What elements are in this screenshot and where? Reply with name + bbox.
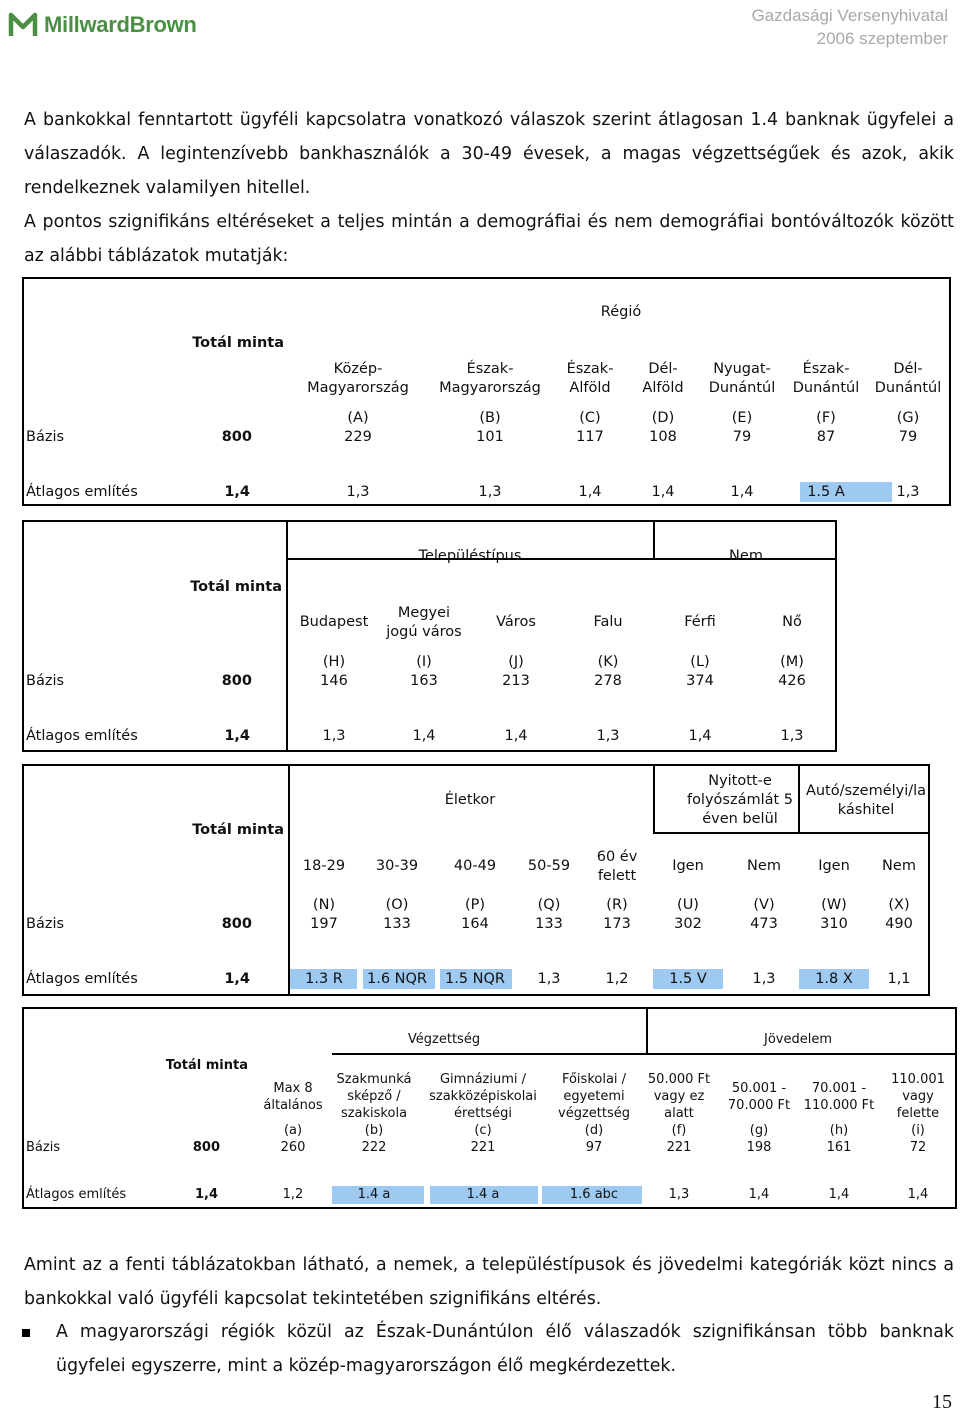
col-header: általános <box>263 1098 323 1113</box>
avg-value: 1.8 X <box>815 971 853 987</box>
base-value: 164 <box>461 916 489 932</box>
col-header: vagy ez <box>653 1089 705 1104</box>
col-code: (d) <box>584 1123 604 1138</box>
col-header: Dél- <box>893 361 923 377</box>
col-header: Dunántúl <box>708 380 776 396</box>
avg-value: 1.5 V <box>669 971 707 987</box>
col-header: Nyugat- <box>713 361 771 377</box>
base-value: 278 <box>594 673 622 689</box>
col-code: (D) <box>651 410 675 426</box>
avg-value: 1,4 <box>688 728 712 744</box>
col-header: 70.001 - <box>811 1081 867 1096</box>
table-education-income <box>22 1007 957 1209</box>
group-header-income: Jövedelem <box>763 1032 833 1047</box>
base-value: 72 <box>909 1140 927 1155</box>
bullet-text: A magyarországi régiók közül az Észak-Dunántúlon élő válaszadók szignifikánsan több banknak ügyfelei egyszerre, mint a közép-magyarországon élő megkérdezettek. <box>56 1322 954 1376</box>
group-header-region: Régió <box>600 304 642 320</box>
base-value: 117 <box>576 429 604 445</box>
row-label-base: Bázis <box>26 1140 61 1155</box>
col-code: (F) <box>816 410 836 426</box>
col-header: szakközépiskolai <box>429 1089 537 1104</box>
base-value: 79 <box>898 429 918 445</box>
col-code: (O) <box>385 897 409 913</box>
group-header-account: éven belül <box>702 811 778 827</box>
base-value: 197 <box>310 916 338 932</box>
col-header: 110.001 <box>891 1072 945 1087</box>
total-sample-header: Totál minta <box>192 822 284 838</box>
row-label-avg: Átlagos említés <box>26 484 138 500</box>
col-header: végzettség <box>558 1106 630 1121</box>
col-code: (G) <box>896 410 920 426</box>
millwardbrown-logo <box>8 10 197 40</box>
group-header-gender: Nem <box>729 548 763 564</box>
col-code: (i) <box>911 1123 925 1138</box>
col-header: Férfi <box>684 614 716 630</box>
base-value: 302 <box>674 916 702 932</box>
intro-paragraph-2: A pontos szignifikáns eltéréseket a teljes mintán a demográfiai és nem demográfiai bontóváltozók között az alábbi táblázatok mutatják: <box>24 212 954 266</box>
base-value: 97 <box>585 1140 603 1155</box>
avg-value: 1.4 a <box>357 1187 391 1202</box>
bullet-square-icon <box>22 1329 30 1337</box>
col-header: Észak- <box>466 361 514 377</box>
column-divider <box>288 766 290 994</box>
total-avg-value: 1,4 <box>194 1187 218 1202</box>
base-value: 161 <box>826 1140 852 1155</box>
col-header: egyetemi <box>563 1089 625 1104</box>
header-org: Gazdasági Versenyhivatal <box>751 6 948 25</box>
base-value: 79 <box>732 429 752 445</box>
col-code: (I) <box>416 654 432 670</box>
col-code: (c) <box>474 1123 492 1138</box>
col-header: Észak- <box>802 361 850 377</box>
col-header: Észak- <box>566 361 614 377</box>
col-code: (B) <box>479 410 501 426</box>
base-value: 222 <box>361 1140 387 1155</box>
col-header: szakiskola <box>340 1106 408 1121</box>
total-avg-value: 1,4 <box>224 728 250 744</box>
col-header: 110.000 Ft <box>803 1098 875 1113</box>
base-value: 374 <box>686 673 714 689</box>
col-header: Max 8 <box>273 1081 313 1096</box>
avg-value: 1.6 abc <box>569 1187 619 1202</box>
mb-logo-icon <box>8 10 38 40</box>
col-header: Igen <box>818 858 850 874</box>
group-divider <box>653 522 655 560</box>
group-header-loan: Autó/személyi/la <box>805 783 927 799</box>
col-header: 60 év <box>596 849 638 865</box>
col-header: Dél- <box>648 361 678 377</box>
avg-value: 1,4 <box>578 484 602 500</box>
col-header: Igen <box>672 858 704 874</box>
base-value: 490 <box>885 916 913 932</box>
col-header: Falu <box>593 614 623 630</box>
logo-text: MillwardBrown <box>44 12 197 37</box>
total-avg-value: 1,4 <box>224 971 250 987</box>
avg-value: 1,4 <box>730 484 754 500</box>
base-value: 173 <box>603 916 631 932</box>
total-sample-header: Totál minta <box>192 335 284 351</box>
col-header: Közép- <box>333 361 383 377</box>
col-code: (a) <box>283 1123 303 1138</box>
row-label-base: Bázis <box>26 429 65 445</box>
col-header: Szakmunká <box>336 1072 412 1087</box>
col-code: (M) <box>780 654 804 670</box>
col-header: jogú város <box>386 624 462 640</box>
col-code: (K) <box>597 654 619 670</box>
total-sample-header: Totál minta <box>190 579 282 595</box>
row-label-base: Bázis <box>26 916 65 932</box>
col-header: felett <box>597 868 637 884</box>
col-header: sképző / <box>347 1089 401 1104</box>
col-code: (P) <box>464 897 486 913</box>
base-value: 229 <box>344 429 372 445</box>
base-value: 163 <box>410 673 438 689</box>
col-header: Főiskolai / <box>561 1072 627 1087</box>
row-label-base: Bázis <box>26 673 65 689</box>
col-header: felette <box>896 1106 940 1121</box>
header-right <box>751 4 948 50</box>
col-header: Alföld <box>642 380 684 396</box>
avg-value: 1.3 R <box>305 971 343 987</box>
total-sample-header: Totál minta <box>165 1058 248 1073</box>
col-header: 40-49 <box>453 858 497 874</box>
group-header-education: Végzettség <box>407 1032 481 1047</box>
avg-value: 1,4 <box>651 484 675 500</box>
group-underline <box>332 1053 957 1055</box>
col-code: (E) <box>731 410 753 426</box>
group-divider <box>798 766 800 834</box>
total-base-value: 800 <box>192 1140 220 1155</box>
avg-value: 1.5 A <box>807 484 845 500</box>
col-code: (C) <box>579 410 601 426</box>
col-code: (Q) <box>537 897 561 913</box>
col-header: 50-59 <box>527 858 571 874</box>
col-code: (V) <box>753 897 775 913</box>
col-code: (U) <box>677 897 699 913</box>
base-value: 146 <box>320 673 348 689</box>
col-code: (h) <box>829 1123 849 1138</box>
avg-value: 1,2 <box>605 971 629 987</box>
base-value: 221 <box>470 1140 496 1155</box>
row-label-avg: Átlagos említés <box>26 728 138 744</box>
base-value: 260 <box>280 1140 306 1155</box>
col-header: Város <box>496 614 536 630</box>
table-region <box>22 277 951 506</box>
group-header-loan: káshitel <box>837 802 895 818</box>
group-underline <box>653 832 930 834</box>
col-code: (H) <box>322 654 346 670</box>
avg-value: 1,4 <box>828 1187 850 1202</box>
avg-value: 1,3 <box>668 1187 690 1202</box>
intro-paragraph-1: A bankokkal fenntartott ügyféli kapcsolatra vonatkozó válaszok szerint átlagosan 1.4 banknak ügyfelei a válaszadók. A legintenzívebb bankhasználók a 30-49 évesek, a magas végzettségűek és azok, akik rendelkeznek valamilyen hitellel. <box>24 110 954 198</box>
base-value: 426 <box>778 673 806 689</box>
row-label-avg: Átlagos említés <box>26 971 138 987</box>
avg-value: 1,4 <box>907 1187 929 1202</box>
col-code: (L) <box>690 654 710 670</box>
base-value: 213 <box>502 673 530 689</box>
column-divider <box>286 522 288 750</box>
page-number: 15 <box>932 1391 952 1413</box>
avg-value: 1,3 <box>478 484 502 500</box>
group-divider <box>653 766 655 834</box>
table-age-account-loan <box>22 764 930 996</box>
outro-paragraph: Amint az a fenti táblázatokban látható, a nemek, a településtípusok és jövedelmi kategóriák közt nincs a bankokkal való ügyféli kapcsolat tekintetében szignifikáns eltérés. <box>24 1255 954 1309</box>
col-header: Nő <box>782 614 802 630</box>
base-value: 87 <box>816 429 836 445</box>
avg-value: 1,1 <box>887 971 911 987</box>
avg-value: 1,4 <box>412 728 436 744</box>
col-header: Dunántúl <box>874 380 942 396</box>
col-header: Budapest <box>299 614 369 630</box>
avg-value: 1,3 <box>346 484 370 500</box>
base-value: 221 <box>666 1140 692 1155</box>
col-header: Megyei <box>397 605 451 621</box>
col-header: alatt <box>664 1106 694 1121</box>
avg-value: 1,3 <box>752 971 776 987</box>
col-header: Gimnáziumi / <box>439 1072 527 1087</box>
avg-value: 1,3 <box>896 484 920 500</box>
col-header: Nem <box>882 858 916 874</box>
col-code: (f) <box>671 1123 687 1138</box>
group-header-settlement: Településtípus <box>418 548 522 564</box>
col-header: 30-39 <box>375 858 419 874</box>
header-date: 2006 szeptember <box>816 29 948 48</box>
avg-value: 1.5 NQR <box>444 971 506 987</box>
avg-value: 1,2 <box>282 1187 304 1202</box>
col-code: (g) <box>749 1123 769 1138</box>
group-header-age: Életkor <box>444 792 496 808</box>
group-header-account: folyószámlát 5 <box>686 792 794 808</box>
col-code: (b) <box>364 1123 384 1138</box>
base-value: 108 <box>649 429 677 445</box>
intro-text <box>24 103 954 273</box>
col-header: 70.000 Ft <box>727 1098 791 1113</box>
group-divider <box>646 1009 648 1055</box>
col-code: (A) <box>347 410 369 426</box>
col-header: 50.001 - <box>731 1081 787 1096</box>
avg-value: 1,4 <box>504 728 528 744</box>
col-code: (N) <box>312 897 336 913</box>
col-code: (R) <box>606 897 628 913</box>
base-value: 198 <box>746 1140 772 1155</box>
col-header: Magyarország <box>439 380 541 396</box>
col-code: (J) <box>508 654 524 670</box>
avg-value: 1,3 <box>596 728 620 744</box>
row-label-avg: Átlagos említés <box>26 1187 127 1202</box>
total-base-value: 800 <box>221 673 252 689</box>
total-avg-value: 1,4 <box>224 484 250 500</box>
base-value: 473 <box>750 916 778 932</box>
col-code: (W) <box>821 897 847 913</box>
col-header: Dunántúl <box>792 380 860 396</box>
col-header: 50.000 Ft <box>647 1072 711 1087</box>
col-header: vagy <box>902 1089 934 1104</box>
avg-value: 1,3 <box>537 971 561 987</box>
col-code: (X) <box>888 897 910 913</box>
group-header-account: Nyitott-e <box>708 773 772 789</box>
base-value: 133 <box>535 916 563 932</box>
base-value: 133 <box>383 916 411 932</box>
col-header: Alföld <box>569 380 611 396</box>
avg-value: 1.6 NQR <box>366 971 428 987</box>
avg-value: 1,3 <box>780 728 804 744</box>
col-header: érettségi <box>454 1106 512 1121</box>
total-base-value: 800 <box>221 916 252 932</box>
avg-value: 1,4 <box>748 1187 770 1202</box>
col-header: Magyarország <box>307 380 409 396</box>
base-value: 310 <box>820 916 848 932</box>
col-header: 18-29 <box>302 858 346 874</box>
col-header: Nem <box>747 858 781 874</box>
table-settlement-gender <box>22 520 837 752</box>
base-value: 101 <box>476 429 504 445</box>
total-base-value: 800 <box>221 429 252 445</box>
avg-value: 1.4 a <box>466 1187 500 1202</box>
avg-value: 1,3 <box>322 728 346 744</box>
